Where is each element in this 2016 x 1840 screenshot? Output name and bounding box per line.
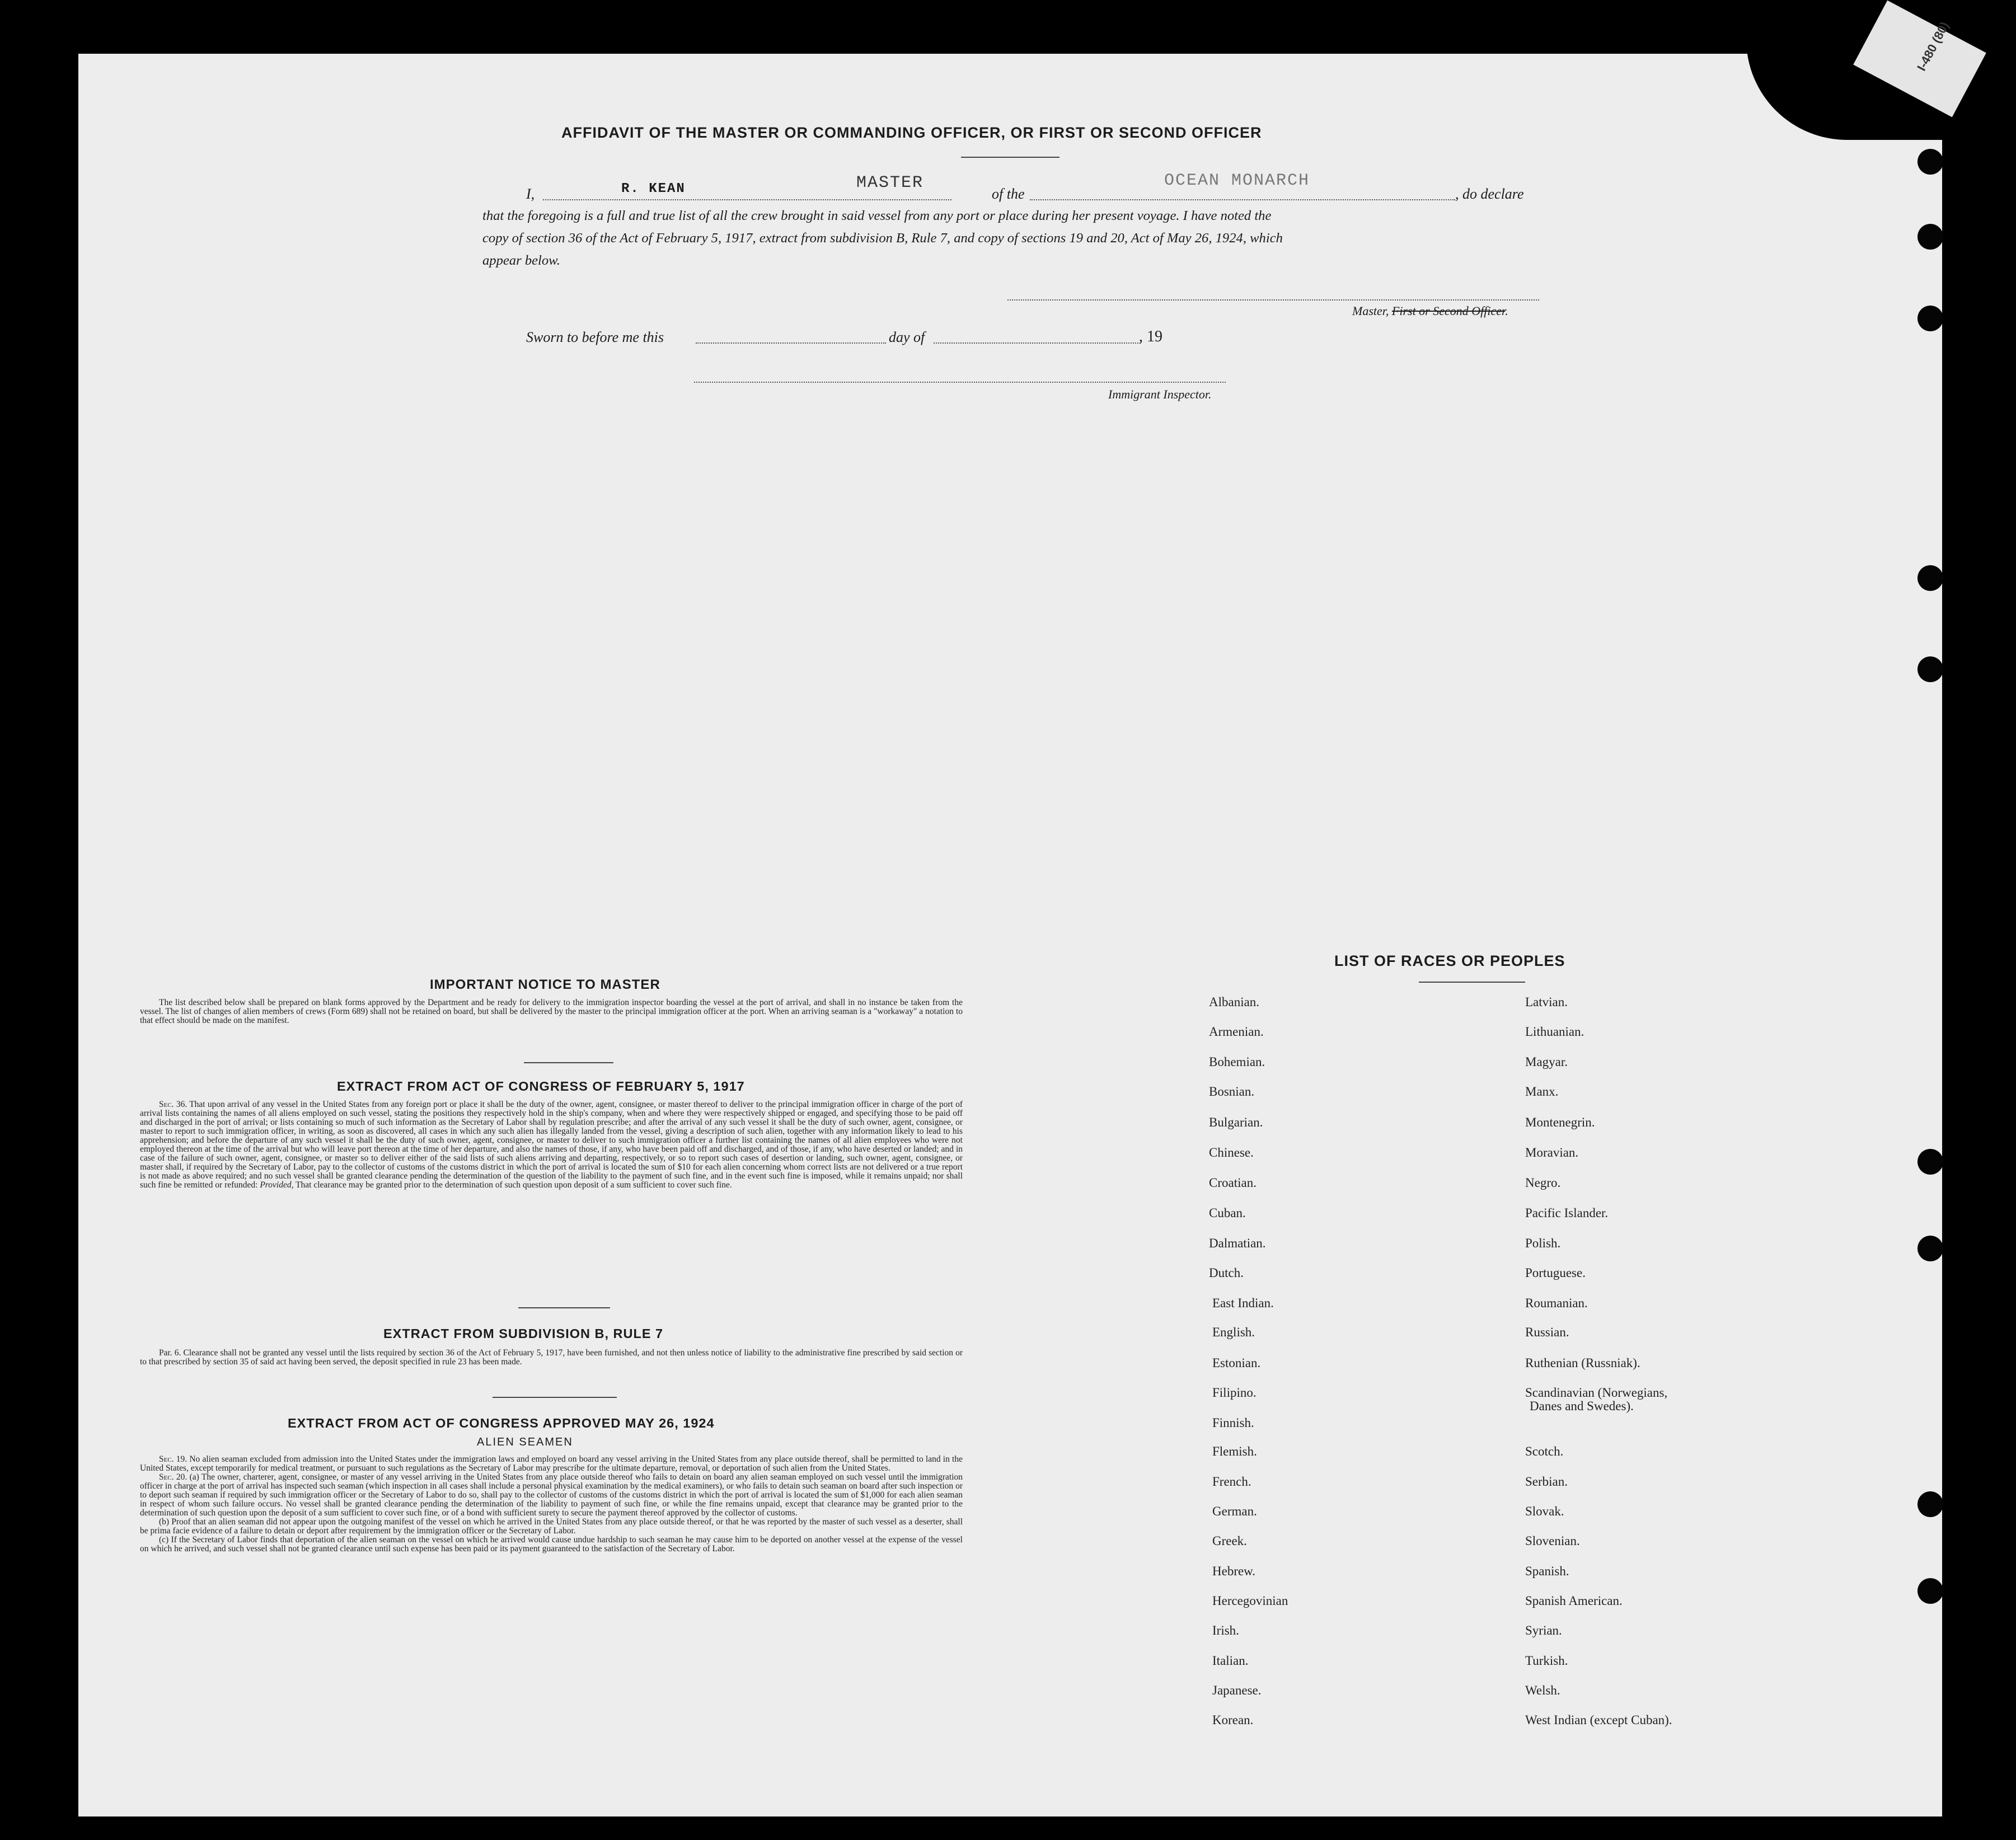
extract-1917-body: [140, 1100, 963, 1190]
race-list-item: Cuban.: [1209, 1206, 1246, 1220]
inspector-label: Immigrant Inspector.: [1108, 387, 1212, 401]
race-list-item: Slovak.: [1525, 1504, 1564, 1518]
provided-label: Provided,: [260, 1180, 294, 1190]
race-list-item: Japanese.: [1212, 1683, 1262, 1697]
race-list-item: Scotch.: [1525, 1444, 1564, 1458]
master-label: Master,: [1352, 304, 1389, 318]
race-list-item: Filipino.: [1212, 1386, 1257, 1400]
race-list-item: Chinese.: [1209, 1146, 1254, 1160]
punch-hole-icon: [1917, 1578, 1943, 1604]
sworn-prefix: Sworn to before me this: [526, 329, 664, 345]
punch-hole-icon: [1917, 149, 1943, 175]
sworn-day-line[interactable]: [696, 342, 886, 344]
race-list-item: Estonian.: [1212, 1356, 1261, 1370]
race-list-item: Welsh.: [1525, 1683, 1560, 1697]
affidavit-line-4: appear below.: [482, 253, 560, 268]
master-name-line: [543, 199, 951, 200]
race-list-item: East Indian.: [1212, 1296, 1274, 1310]
title-divider: [961, 157, 1059, 158]
rank-value[interactable]: MASTER: [856, 173, 924, 193]
race-list-item: English.: [1212, 1325, 1255, 1339]
sec-20a-paragraph: [140, 1473, 963, 1518]
sec-20b-paragraph: [140, 1518, 963, 1536]
sec-20b-text: (b) Proof that an alien seaman did not appear upon the outgoing manifest of the vessel on which he arrived in the United States from any place outside thereof, or that he was reported by the master of such vessel as a deserter, shall be prima facie evidence of a failure to detain or deport after requirement by the immigration officer or the Secretary of Labor.: [140, 1517, 963, 1536]
punch-hole-icon: [1917, 565, 1943, 591]
sec-36-label: Sec. 36.: [159, 1100, 187, 1109]
race-list-item: Russian.: [1525, 1325, 1569, 1339]
extract-1924-body: [140, 1455, 963, 1553]
race-list-item: Hebrew.: [1212, 1564, 1256, 1578]
race-list-item: Finnish.: [1212, 1416, 1254, 1430]
race-list-item: Bohemian.: [1209, 1055, 1265, 1069]
race-list-item: West Indian (except Cuban).: [1525, 1713, 1672, 1727]
sec-20a-text: (a) The owner, charterer, agent, consignee, or master of any vessel arriving in the United States from any place outside thereof who fails to detain on board any alien seaman employed on such vessel until the immigration officer in charge at the port of arrival has inspected such seaman (which inspection in all cases shall include a personal physical examination by the medical examiners), or who fails to detain such seaman on board after such inspection or to deport such seaman if required by such immigration officer or the Secretary of Labor to do so, shall pay to the collector of customs of the customs district in which the port of arrival is located the sum of $1,000 for each alien seaman in respect of whom such failure occurs. No vessel shall be granted clearance pending the determination of the liability to payment of such fine, or while the fine remains unpaid, except that clearance may be granted prior to the determination of such question upon the deposit of a sum sufficient to cover such fine, or of a bond with sufficient surety to secure the payment thereof approved by the collector of customs.: [140, 1472, 963, 1518]
punch-hole-icon: [1917, 1149, 1943, 1175]
affidavit-line-3: copy of section 36 of the Act of February 5, 1917, extract from subdivision B, Rule 7, and copy of sections 19 and 20, Act of May 26, 1924, which: [482, 231, 1283, 246]
punch-hole-icon: [1917, 306, 1943, 331]
affidavit-line-2: that the foregoing is a full and true list of all the crew brought in said vessel from any port or place during her present voyage. I have noted the: [482, 208, 1272, 223]
race-list-item: Dutch.: [1209, 1266, 1244, 1280]
notice-text: The list described below shall be prepared on blank forms approved by the Department and be ready for delivery to the immigration inspector boarding the vessel at the port of arrival, and shall in no instance be taken from the vessel. The list of changes of alien members of crews (Form 689) shall not be retained on board, but shall be delivered by the master to the principal immigration officer at the port. When an arriving seaman is a "workaway" a notation to that effect should be made on the manifest.: [140, 998, 963, 1025]
race-list-item: Magyar.: [1525, 1055, 1568, 1069]
sec-19-paragraph: [140, 1455, 963, 1473]
punch-hole-icon: [1917, 656, 1943, 682]
race-list-item: Ruthenian (Russniak).: [1525, 1356, 1640, 1370]
punch-hole-icon: [1917, 1491, 1943, 1517]
do-declare-label: , do declare: [1455, 186, 1524, 202]
race-list-item: Flemish.: [1212, 1444, 1257, 1458]
race-list-item: Moravian.: [1525, 1146, 1579, 1160]
struck-officer-label: First or Second Officer: [1391, 304, 1506, 318]
race-list-item: Slovenian.: [1525, 1534, 1580, 1548]
punch-hole-icon: [1917, 224, 1943, 250]
race-list-item: Latvian.: [1525, 995, 1568, 1009]
race-list-item: Korean.: [1212, 1713, 1254, 1727]
sworn-month-line[interactable]: [934, 342, 1141, 344]
notice-body: [140, 998, 963, 1025]
race-list-item: Pacific Islander.: [1525, 1206, 1609, 1220]
notice-title: IMPORTANT NOTICE TO MASTER: [430, 977, 660, 992]
sec-36-text-end: That clearance may be granted prior to the determination of such question upon deposit of a sum sufficient to cover such fine.: [296, 1180, 732, 1190]
sec-36-text: That upon arrival of any vessel in the United States from any foreign port or place it shall be the duty of the owner, agent, consignee, or master thereof to deliver to the principal immigration officer in charge of the port of arrival lists containing the names of all aliens employed on such vessel, stating the positions they respectively hold in the ship's company, when and where they were respectively shipped or engaged, and specifying those to be paid off and discharged in the port of arrival; or lists containing so much of such information as the Secretary of Labor shall by regulation prescribe; and after the arrival of any such vessel it shall be the duty of such owner, agent, consignee, or master to report to such immigration officer, in writing, as soon as discovered, all cases in which any such alien has illegally landed from the vessel, giving a description of such alien, together with any information likely to lead to his apprehension; and before the departure of any such vessel it shall be the duty of such owner, agent, consignee, or master to deliver to such immigration officer a further list containing the names of all alien employees who were not employed thereon at the time of the arrival but who will leave port thereon at the time of her departure, and also the names of those, if any, who have been paid off and discharged, and of those, if any, who have deserted or landed; and in case of the failure of such owner, agent, consignee, or master so to deliver either of the said lists of such aliens arriving and departing, respectively, or so to report such cases of desertion or landing, such owner, agent, consignee, or master shall, if required by the Secretary of Labor, pay to the collector of customs of the customs district in which the port of arrival is located the sum of $10 for each alien concerning whom correct lists are not delivered or a true report is not made as above required; and no such vessel shall be granted clearance pending the determination of the question of the liability to the payment of such fine, and in the event such fine is imposed, while it remains unpaid; nor shall such fine be remitted or refunded:: [140, 1100, 963, 1190]
day-of-label: day of: [889, 329, 925, 345]
race-list-item: Portuguese.: [1525, 1266, 1586, 1280]
race-list-item: Dalmatian.: [1209, 1236, 1266, 1250]
race-list-item: Scandinavian (Norwegians,: [1525, 1386, 1668, 1400]
races-title: LIST OF RACES OR PEOPLES: [1334, 952, 1565, 969]
race-list-item: Albanian.: [1209, 995, 1260, 1009]
inspector-signature-line[interactable]: [694, 382, 1226, 383]
race-list-item: Serbian.: [1525, 1475, 1568, 1489]
race-list-item: Hercegovinian: [1212, 1594, 1288, 1608]
race-list-item: Danes and Swedes).: [1530, 1399, 1634, 1413]
race-list-item: Polish.: [1525, 1236, 1561, 1250]
rule7-body: [140, 1349, 963, 1367]
race-list-item: German.: [1212, 1504, 1257, 1518]
alien-seamen-subtitle: ALIEN SEAMEN: [477, 1436, 573, 1448]
race-list-item: Irish.: [1212, 1623, 1239, 1637]
sec-19-label: Sec. 19.: [159, 1454, 187, 1464]
rule7-divider: [493, 1397, 617, 1398]
extract-1924-title: EXTRACT FROM ACT OF CONGRESS APPROVED MAY 26, 1924: [288, 1416, 715, 1430]
race-list-item: Turkish.: [1525, 1654, 1568, 1668]
vessel-name-value[interactable]: OCEAN MONARCH: [1164, 171, 1310, 190]
sec-20-label: Sec. 20.: [159, 1472, 187, 1482]
race-list-item: Bosnian.: [1209, 1085, 1255, 1099]
sec-19-text: No alien seaman excluded from admission into the United States under the immigration laws and employed on board any vessel arriving in the United States from any place outside thereof, shall be permitted to land in the United States, except temporarily for medical treatment, or pursuant to such regulations as the Secretary of Labor may prescribe for the ultimate departure, removal, or deportation of such alien from the United States.: [140, 1454, 963, 1473]
sec-20c-text: (c) If the Secretary of Labor finds that deportation of the alien seaman on the vessel on which he arrived would cause undue hardship to such seaman he may cause him to be deported on another vessel at the expense of the vessel on which he arrived, and such vessel shall not be granted clearance until such expense has been paid or its payment guaranteed to the satisfaction of the Secretary of Labor.: [140, 1535, 963, 1553]
year-prefix: , 19: [1139, 328, 1162, 345]
races-divider: [1419, 982, 1525, 983]
race-list-item: Negro.: [1525, 1176, 1561, 1190]
race-list-item: Roumanian.: [1525, 1296, 1588, 1310]
vessel-name-line: [1030, 199, 1455, 200]
extract-1917-divider: [518, 1307, 610, 1308]
signature-label-end: .: [1505, 304, 1508, 318]
race-list-item: Syrian.: [1525, 1623, 1562, 1637]
race-list-item: Bulgarian.: [1209, 1115, 1263, 1129]
race-list-item: Greek.: [1212, 1534, 1247, 1548]
of-the-label: of the: [992, 186, 1025, 202]
race-list-item: Croatian.: [1209, 1176, 1257, 1190]
rule7-title: EXTRACT FROM SUBDIVISION B, RULE 7: [383, 1326, 664, 1341]
rule7-text: Par. 6. Clearance shall not be granted any vessel until the lists required by section 36 of the Act of February 5, 1917, have been furnished, and not then unless notice of liability to the administrative fine prescribed by said section or to that prescribed by section 35 of said act having been served, the deposit specified in rule 23 has been made.: [140, 1348, 963, 1367]
race-list-item: Lithuanian.: [1525, 1025, 1584, 1039]
race-list-item: Manx.: [1525, 1085, 1559, 1099]
form-number-stamp: I-480 (80): [1914, 19, 1952, 73]
race-list-item: Spanish.: [1525, 1564, 1569, 1578]
race-list-item: Spanish American.: [1525, 1594, 1623, 1608]
master-name-value[interactable]: R. KEAN: [621, 181, 686, 196]
punch-hole-icon: [1917, 1236, 1943, 1261]
notice-divider: [524, 1062, 613, 1063]
race-list-item: Armenian.: [1209, 1025, 1264, 1039]
race-list-item: Italian.: [1212, 1654, 1249, 1668]
race-list-item: French.: [1212, 1475, 1251, 1489]
affidavit-title: AFFIDAVIT OF THE MASTER OR COMMANDING OFFICER, OR FIRST OR SECOND OFFICER: [561, 124, 1262, 141]
master-signature-line[interactable]: [1007, 299, 1539, 301]
race-list-item: Montenegrin.: [1525, 1115, 1595, 1129]
sec-20c-paragraph: [140, 1536, 963, 1553]
extract-1917-title: EXTRACT FROM ACT OF CONGRESS OF FEBRUARY 5, 1917: [337, 1079, 745, 1093]
master-signature-label: [1352, 304, 1508, 318]
affidavit-i-label: I,: [526, 186, 535, 202]
